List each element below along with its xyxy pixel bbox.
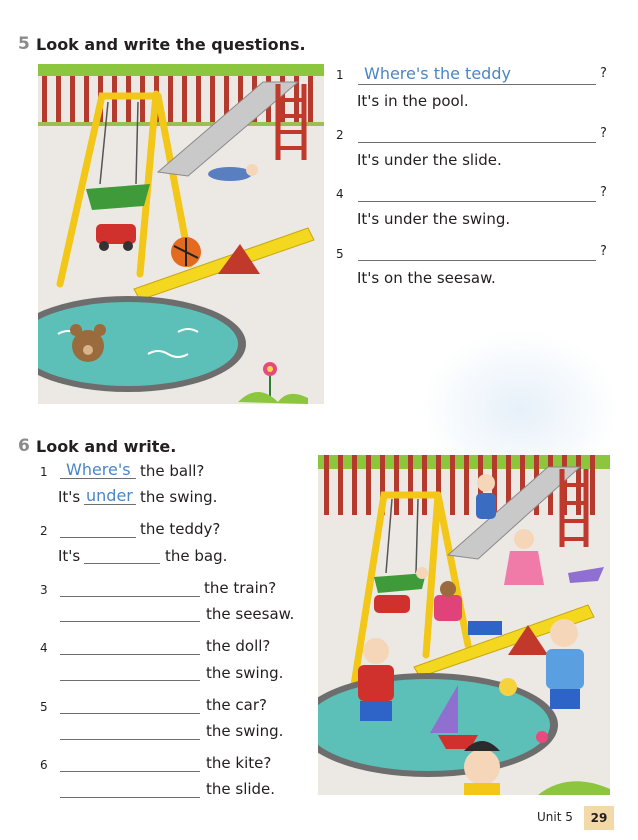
ex5-item-5-number: 5 bbox=[336, 247, 344, 261]
unit-label: Unit 5 bbox=[537, 810, 573, 824]
ex6-item-2-answer-head: It's bbox=[58, 547, 81, 565]
ex5-item-2-number: 2 bbox=[336, 128, 344, 142]
playground-picture-1 bbox=[38, 64, 324, 404]
ex5-item-1-answer[interactable]: Where's the teddy bbox=[364, 64, 511, 83]
ex6-item-3-question-line[interactable] bbox=[60, 596, 200, 597]
ex6-item-6-question-tail: the kite? bbox=[206, 754, 272, 772]
ex6-item-6-number: 6 bbox=[40, 758, 48, 772]
ex6-item-6-answer-line[interactable] bbox=[60, 797, 200, 798]
ex5-item-5-reply: It's on the seesaw. bbox=[357, 269, 496, 287]
ex6-item-3-answer-line[interactable] bbox=[60, 621, 200, 622]
ex5-item-5-answer-line[interactable] bbox=[358, 260, 596, 261]
exercise-5-title: Look and write the questions. bbox=[36, 35, 306, 54]
ex5-item-1-reply: It's in the pool. bbox=[357, 92, 469, 110]
ex6-item-4-question-line[interactable] bbox=[60, 654, 200, 655]
ex6-item-6-answer-tail: the slide. bbox=[206, 780, 276, 798]
ex5-item-4-reply: It's under the swing. bbox=[357, 210, 511, 228]
ex6-item-5-answer-tail: the swing. bbox=[206, 722, 284, 740]
ex6-item-5-answer-line[interactable] bbox=[60, 739, 200, 740]
ex6-item-1-answer-fill[interactable]: under bbox=[86, 486, 133, 505]
ex5-item-1-question-mark: ? bbox=[600, 66, 607, 81]
ex6-item-2-answer-tail: the bag. bbox=[165, 547, 228, 565]
ex6-item-2-answer-line[interactable] bbox=[84, 563, 160, 564]
ex5-item-2-reply: It's under the slide. bbox=[357, 151, 502, 169]
exercise-5-number: 5 bbox=[18, 34, 30, 54]
ex6-item-1-answer-tail: the swing. bbox=[140, 488, 218, 506]
ex5-item-2-answer-line[interactable] bbox=[358, 142, 596, 143]
ex6-item-3-question-tail: the train? bbox=[204, 579, 277, 597]
ex6-item-2-question-line[interactable] bbox=[60, 537, 136, 538]
ex6-item-2-question-tail: the teddy? bbox=[140, 520, 221, 538]
ex5-item-4-number: 4 bbox=[336, 187, 344, 201]
ex6-item-4-answer-line[interactable] bbox=[60, 680, 200, 681]
ex6-item-4-answer-tail: the swing. bbox=[206, 664, 284, 682]
exercise-6-number: 6 bbox=[18, 436, 30, 456]
ex5-item-5-question-mark: ? bbox=[600, 244, 607, 259]
ex5-item-4-answer-line[interactable] bbox=[358, 201, 596, 202]
ex6-item-5-question-tail: the car? bbox=[206, 696, 267, 714]
ex5-item-1-number: 1 bbox=[336, 68, 344, 82]
ex6-item-2-number: 2 bbox=[40, 524, 48, 538]
ex6-item-1-question-tail: the ball? bbox=[140, 462, 205, 480]
playground-picture-2 bbox=[318, 455, 610, 795]
ex6-item-4-number: 4 bbox=[40, 641, 48, 655]
ex5-item-1-answer-line[interactable] bbox=[358, 84, 596, 85]
ex6-item-5-number: 5 bbox=[40, 700, 48, 714]
ex6-item-3-answer-tail: the seesaw. bbox=[206, 605, 295, 623]
ex6-item-5-question-line[interactable] bbox=[60, 713, 200, 714]
ex5-item-4-question-mark: ? bbox=[600, 185, 607, 200]
page-number: 29 bbox=[584, 806, 614, 830]
ex6-item-6-question-line[interactable] bbox=[60, 771, 200, 772]
ex5-item-2-question-mark: ? bbox=[600, 126, 607, 141]
ex6-item-1-number: 1 bbox=[40, 465, 48, 479]
ex6-item-1-question-answer[interactable]: Where's bbox=[66, 460, 131, 479]
exercise-6-title: Look and write. bbox=[36, 437, 177, 456]
ex6-item-1-answer-head: It's bbox=[58, 488, 81, 506]
ex6-item-4-question-tail: the doll? bbox=[206, 637, 271, 655]
ex6-item-3-number: 3 bbox=[40, 583, 48, 597]
